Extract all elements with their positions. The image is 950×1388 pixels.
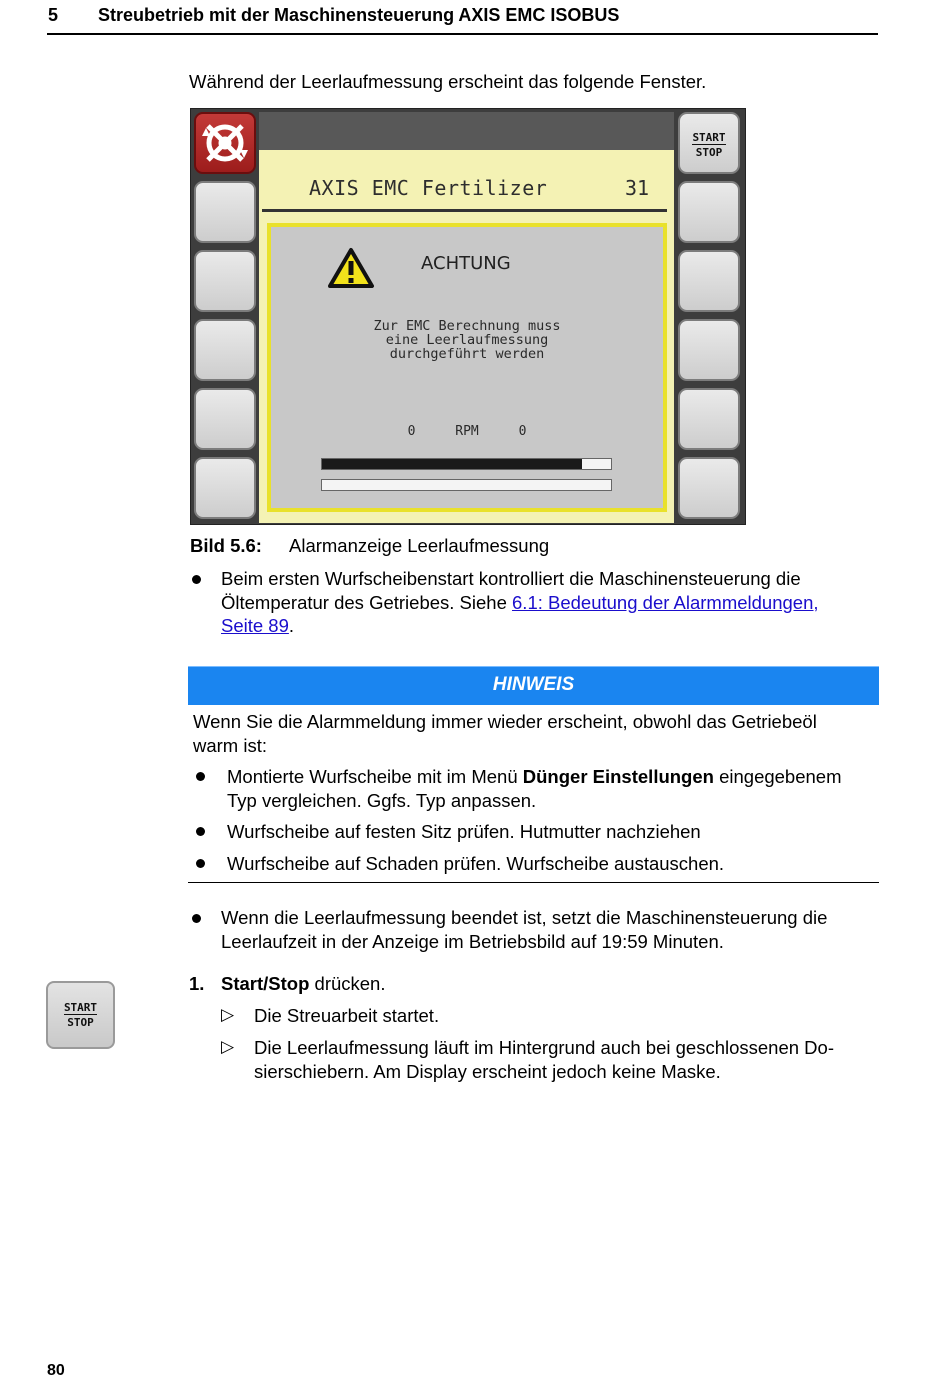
step-number: 1. (189, 973, 205, 994)
hinweis-item-1-prefix: Montierte Wurfscheibe mit im Menü (227, 766, 523, 787)
alarm-message (271, 319, 663, 361)
bullet-dot (192, 575, 201, 584)
alarm-message-line-3: durchgeführt werden (389, 346, 545, 362)
progress-bar-2 (321, 479, 612, 491)
bullet-1-suffix: . (288, 615, 295, 636)
side-stop-label: STOP (67, 1016, 94, 1029)
rpm-left-value: 0 (407, 424, 416, 439)
figure-caption-text: Alarmanzeige Leerlaufmessung (289, 535, 550, 556)
display-title: AXIS EMC Fertilizer (309, 176, 548, 200)
terminal-screenshot (190, 108, 746, 525)
step-text: drücken. (309, 973, 386, 994)
softkey-right-3[interactable] (678, 250, 740, 312)
result-arrow-icon: ▷ (221, 1005, 235, 1024)
progress-bar-1-fill (322, 459, 582, 469)
softkey-left-6[interactable] (194, 457, 256, 519)
softkey-left-4[interactable] (194, 319, 256, 381)
figure-caption-label: Bild 5.6: (190, 535, 262, 556)
softkey-right-4[interactable] (678, 319, 740, 381)
bullet-dot (196, 827, 205, 836)
terminal-display (259, 112, 674, 523)
bullet-dot (196, 772, 205, 781)
hinweis-intro (193, 710, 817, 757)
step-result-2 (254, 1036, 834, 1083)
start-label: START (692, 131, 726, 144)
header-rule (47, 33, 878, 35)
start-stop-key[interactable] (678, 112, 740, 174)
intro-text: Während der Leerlaufmessung erscheint das folgende Fenster. (189, 71, 707, 92)
result-arrow-icon: ▷ (221, 1037, 235, 1056)
hinweis-bottom-rule (188, 882, 879, 883)
display-title-number: 31 (625, 176, 650, 200)
duenger-einstellungen-menu: Dünger Einstellungen (522, 766, 714, 787)
hinweis-heading: HINWEIS (188, 666, 879, 705)
bullet-dot (196, 859, 205, 868)
spreader-disc-icon (196, 114, 254, 172)
softkey-right-2[interactable] (678, 181, 740, 243)
bullet-dot (192, 914, 201, 923)
bullet-1-line-2 (221, 591, 819, 615)
alarm-message-line-2: eine Leerlaufmessung (385, 332, 549, 348)
hinweis-item-2: Wurfscheibe auf festen Sitz prüfen. Hutmutter nachziehen (227, 821, 701, 842)
stop-label: STOP (695, 146, 723, 159)
rpm-right-value: 0 (518, 424, 527, 439)
page-number: 80 (47, 1362, 65, 1379)
softkey-right-5[interactable] (678, 388, 740, 450)
softkey-right-6[interactable] (678, 457, 740, 519)
start-stop-label: Start/Stop (221, 973, 310, 994)
hinweis-intro-line-2: warm ist: (193, 734, 267, 756)
alarm-meanings-link[interactable]: 6.1: Bedeutung der Alarmmeldungen, (512, 591, 819, 613)
warning-triangle-icon (327, 247, 375, 289)
softkey-left-2[interactable] (194, 181, 256, 243)
hinweis-item-1 (227, 765, 842, 812)
hinweis-item-3: Wurfscheibe auf Schaden prüfen. Wurfscheibe austauschen. (227, 853, 725, 874)
hinweis-item-1-line-2: Typ vergleichen. Ggfs. Typ anpassen. (227, 789, 537, 811)
bullet-1-line-1: Beim ersten Wurfscheibenstart kontrolliert die Maschinensteuerung die (221, 568, 801, 589)
step-result-2-line-2: sierschiebern. Am Display erscheint jedoch keine Maske. (254, 1060, 721, 1082)
side-start-label: START (63, 1001, 98, 1014)
alarm-message-line-1: Zur EMC Berechnung muss (373, 318, 561, 334)
start-stop-key-icon (46, 981, 115, 1049)
progress-bar-1 (321, 458, 612, 470)
step-result-1: Die Streuarbeit startet. (254, 1005, 440, 1026)
bullet-1-text (221, 567, 819, 638)
bullet-2-line-2: Leerlaufzeit in der Anzeige im Betriebsbild auf 19:59 Minuten. (221, 930, 724, 952)
spreader-disc-alarm-key[interactable] (194, 112, 256, 174)
step-result-2-line-1: Die Leerlaufmessung läuft im Hintergrund auch bei geschlossenen Do- (254, 1037, 834, 1058)
softkey-left-3[interactable] (194, 250, 256, 312)
chapter-title: Streubetrieb mit der Maschinensteuerung AXIS EMC ISOBUS (98, 5, 620, 25)
hinweis-intro-line-1: Wenn Sie die Alarmmeldung immer wieder erscheint, obwohl das Getriebeöl (193, 711, 817, 732)
alarm-heading: ACHTUNG (421, 253, 511, 274)
display-top-bar (259, 112, 674, 150)
bullet-2-text (221, 906, 827, 953)
chapter-number: 5 (48, 5, 59, 25)
display-title-rule (262, 209, 667, 212)
bullet-2-line-1: Wenn die Leerlaufmessung beendet ist, setzt die Maschinensteuerung die (221, 907, 828, 928)
rpm-readout (271, 424, 663, 439)
softkey-left-5[interactable] (194, 388, 256, 450)
rpm-label: RPM (455, 424, 479, 439)
alarm-meanings-link-page[interactable]: Seite 89 (221, 615, 289, 636)
bullet-1-line-2-text: Öltemperatur des Getriebes. Siehe (221, 591, 513, 613)
step-instruction (221, 972, 386, 996)
hinweis-item-1-suffix: eingegebenem (713, 766, 842, 787)
alarm-window (267, 223, 667, 512)
